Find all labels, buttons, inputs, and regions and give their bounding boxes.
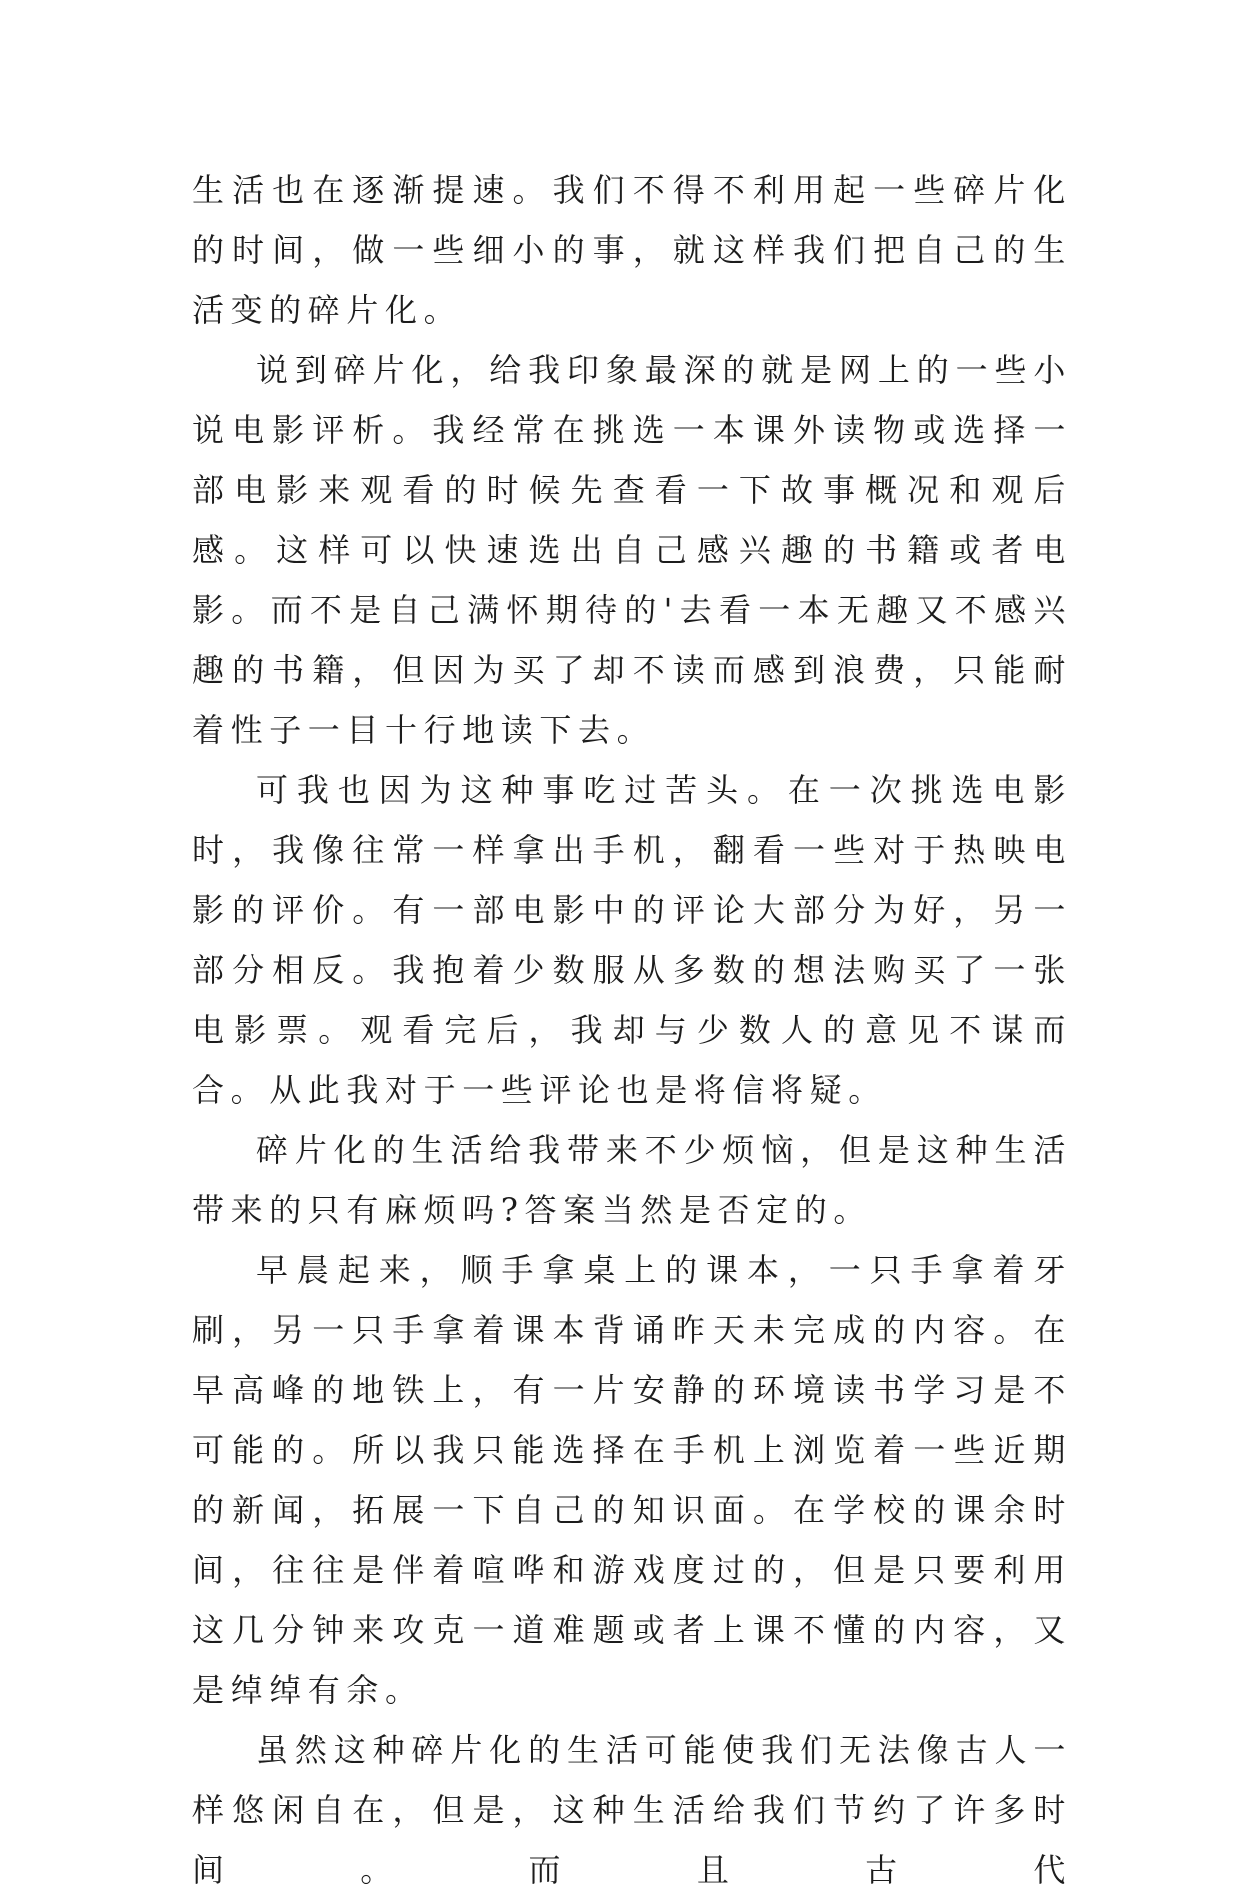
paragraph-1: 生活也在逐渐提速。我们不得不利用起一些碎片化的时间，做一些细小的事，就这样我们把自己的生活变的碎片化。	[192, 171, 1072, 329]
paragraph-2: 说到碎片化，给我印象最深的就是网上的一些小说电影评析。我经常在挑选一本课外读物或选择一部电影来观看的时候先查看一下故事概况和观后感。这样可以快速选出自己感兴趣的书籍或者电影。而不是自己满怀期待的'去看一本无趣又不感兴趣的书籍，但因为买了却不读而感到浪费，只能耐着性子一目十行地读下去。	[192, 351, 1072, 749]
paragraph-5: 早晨起来，顺手拿桌上的课本，一只手拿着牙刷，另一只手拿着课本背诵昨天未完成的内容。在早高峰的地铁上，有一片安静的环境读书学习是不可能的。所以我只能选择在手机上浏览着一些近期的新闻，拓展一下自己的知识面。在学校的课余时间，往往是伴着喧哗和游戏度过的，但是只要利用这几分钟来攻克一道难题或者上课不懂的内容，又是绰绰有余。	[192, 1251, 1072, 1709]
paragraph-3: 可我也因为这种事吃过苦头。在一次挑选电影时，我像往常一样拿出手机，翻看一些对于热映电影的评价。有一部电影中的评论大部分为好，另一部分相反。我抱着少数服从多数的想法购买了一张电影票。观看完后，我却与少数人的意见不谋而合。从此我对于一些评论也是将信将疑。	[192, 771, 1072, 1109]
essay-body	[192, 160, 1072, 1900]
paragraph-4: 碎片化的生活给我带来不少烦恼，但是这种生活带来的只有麻烦吗?答案当然是否定的。	[192, 1131, 1072, 1229]
paragraph-6: 虽然这种碎片化的生活可能使我们无法像古人一样悠闲自在，但是，这种生活给我们节约了许多时间。而且古代	[192, 1731, 1072, 1889]
